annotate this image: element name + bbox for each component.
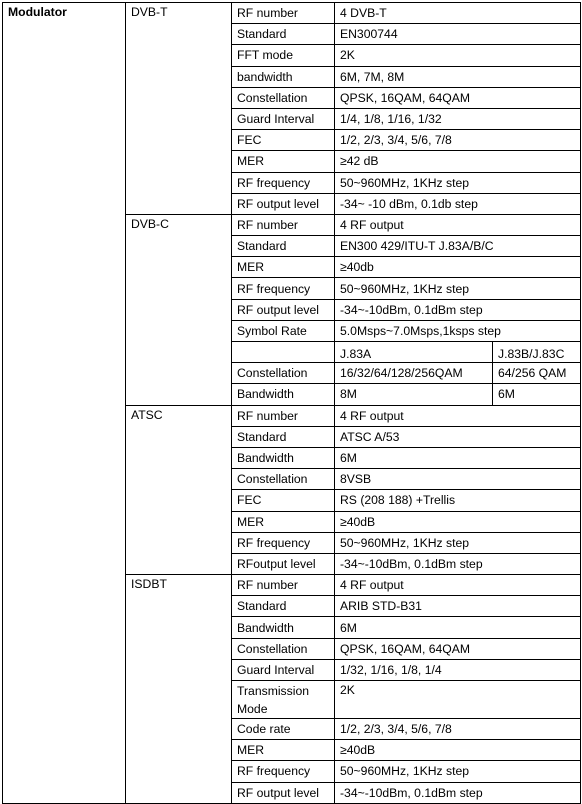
param-value: -34~-10dBm, 0.1dBm step	[335, 299, 581, 320]
param-value: ARIB STD-B31	[335, 596, 581, 617]
param-label: RF output level	[232, 299, 335, 320]
param-label: bandwidth	[232, 66, 335, 87]
param-value: 50~960MHz, 1KHz step	[335, 278, 581, 299]
param-value: QPSK, 16QAM, 64QAM	[335, 638, 581, 659]
param-value: 4 RF output	[335, 405, 581, 426]
param-label: Guard Interval	[232, 108, 335, 129]
param-value: 4 RF output	[335, 575, 581, 596]
param-value: 50~960MHz, 1KHz step	[335, 172, 581, 193]
param-label: FEC	[232, 130, 335, 151]
param-value: 4 RF output	[335, 214, 581, 235]
param-label: RF output level	[232, 193, 335, 214]
param-value: 4 DVB-T	[335, 3, 581, 24]
standard-name: ATSC	[126, 405, 232, 575]
param-value: 1/2, 2/3, 3/4, 5/6, 7/8	[335, 719, 581, 740]
param-label: RF number	[232, 575, 335, 596]
param-value: -34~-10dBm, 0.1dBm step	[335, 782, 581, 803]
param-label: RF frequency	[232, 761, 335, 782]
param-value: QPSK, 16QAM, 64QAM	[335, 87, 581, 108]
param-value: 1/32, 1/16, 1/8, 1/4	[335, 659, 581, 680]
param-value: 6M	[335, 617, 581, 638]
param-value: 2K	[335, 681, 581, 719]
param-value: 50~960MHz, 1KHz step	[335, 532, 581, 553]
table-row	[3, 3, 581, 24]
module-name: Modulator	[3, 3, 126, 804]
param-value: 5.0Msps~7.0Msps,1ksps step	[335, 320, 581, 341]
param-label: Constellation	[232, 363, 335, 384]
param-label: Bandwidth	[232, 384, 335, 405]
param-value: 6M, 7M, 8M	[335, 66, 581, 87]
param-label: MER	[232, 740, 335, 761]
param-value: 1/4, 1/8, 1/16, 1/32	[335, 108, 581, 129]
param-label: Standard	[232, 24, 335, 45]
param-value: 2K	[335, 45, 581, 66]
param-value: EN300 429/ITU-T J.83A/B/C	[335, 236, 581, 257]
param-label: Symbol Rate	[232, 320, 335, 341]
param-value: -34~ -10 dBm, 0.1db step	[335, 193, 581, 214]
param-label: Bandwidth	[232, 447, 335, 468]
param-label: Standard	[232, 236, 335, 257]
param-label: RF number	[232, 3, 335, 24]
param-label: MER	[232, 257, 335, 278]
param-label: Constellation	[232, 638, 335, 659]
param-value: EN300744	[335, 24, 581, 45]
param-value-b: 64/256 QAM	[493, 363, 581, 384]
param-label: RF frequency	[232, 278, 335, 299]
param-label: Constellation	[232, 87, 335, 108]
param-value: ≥40dB	[335, 511, 581, 532]
param-label: Code rate	[232, 719, 335, 740]
standard-name: ISDBT	[126, 575, 232, 804]
param-label: MER	[232, 151, 335, 172]
param-label: Transmission Mode	[232, 681, 335, 719]
param-label: RF number	[232, 214, 335, 235]
param-value: -34~-10dBm, 0.1dBm step	[335, 553, 581, 574]
param-label: Bandwidth	[232, 617, 335, 638]
param-label: Standard	[232, 596, 335, 617]
param-label: Guard Interval	[232, 659, 335, 680]
param-value: ≥42 dB	[335, 151, 581, 172]
standard-name: DVB-C	[126, 214, 232, 405]
param-value-b: 6M	[493, 384, 581, 405]
standard-name: DVB-T	[126, 3, 232, 215]
param-value: RS (208 188) +Trellis	[335, 490, 581, 511]
param-value-a: 8M	[335, 384, 493, 405]
param-value: 50~960MHz, 1KHz step	[335, 761, 581, 782]
split-header-a: J.83A	[335, 342, 493, 363]
modulator-spec-table	[2, 2, 581, 804]
split-header-b: J.83B/J.83C	[493, 342, 581, 363]
param-label: RF frequency	[232, 532, 335, 553]
param-label: RF output level	[232, 782, 335, 803]
param-label: RFoutput level	[232, 553, 335, 574]
param-label: Constellation	[232, 469, 335, 490]
param-label-empty	[232, 342, 335, 363]
spec-table-body	[3, 3, 581, 804]
param-value-a: 16/32/64/128/256QAM	[335, 363, 493, 384]
param-label: Standard	[232, 426, 335, 447]
param-value: ≥40dB	[335, 740, 581, 761]
param-value: ATSC A/53	[335, 426, 581, 447]
param-label: FFT mode	[232, 45, 335, 66]
param-value: 1/2, 2/3, 3/4, 5/6, 7/8	[335, 130, 581, 151]
param-value: 6M	[335, 447, 581, 468]
param-label: MER	[232, 511, 335, 532]
param-label: RF frequency	[232, 172, 335, 193]
param-value: ≥40db	[335, 257, 581, 278]
param-label: FEC	[232, 490, 335, 511]
param-label: RF number	[232, 405, 335, 426]
param-value: 8VSB	[335, 469, 581, 490]
